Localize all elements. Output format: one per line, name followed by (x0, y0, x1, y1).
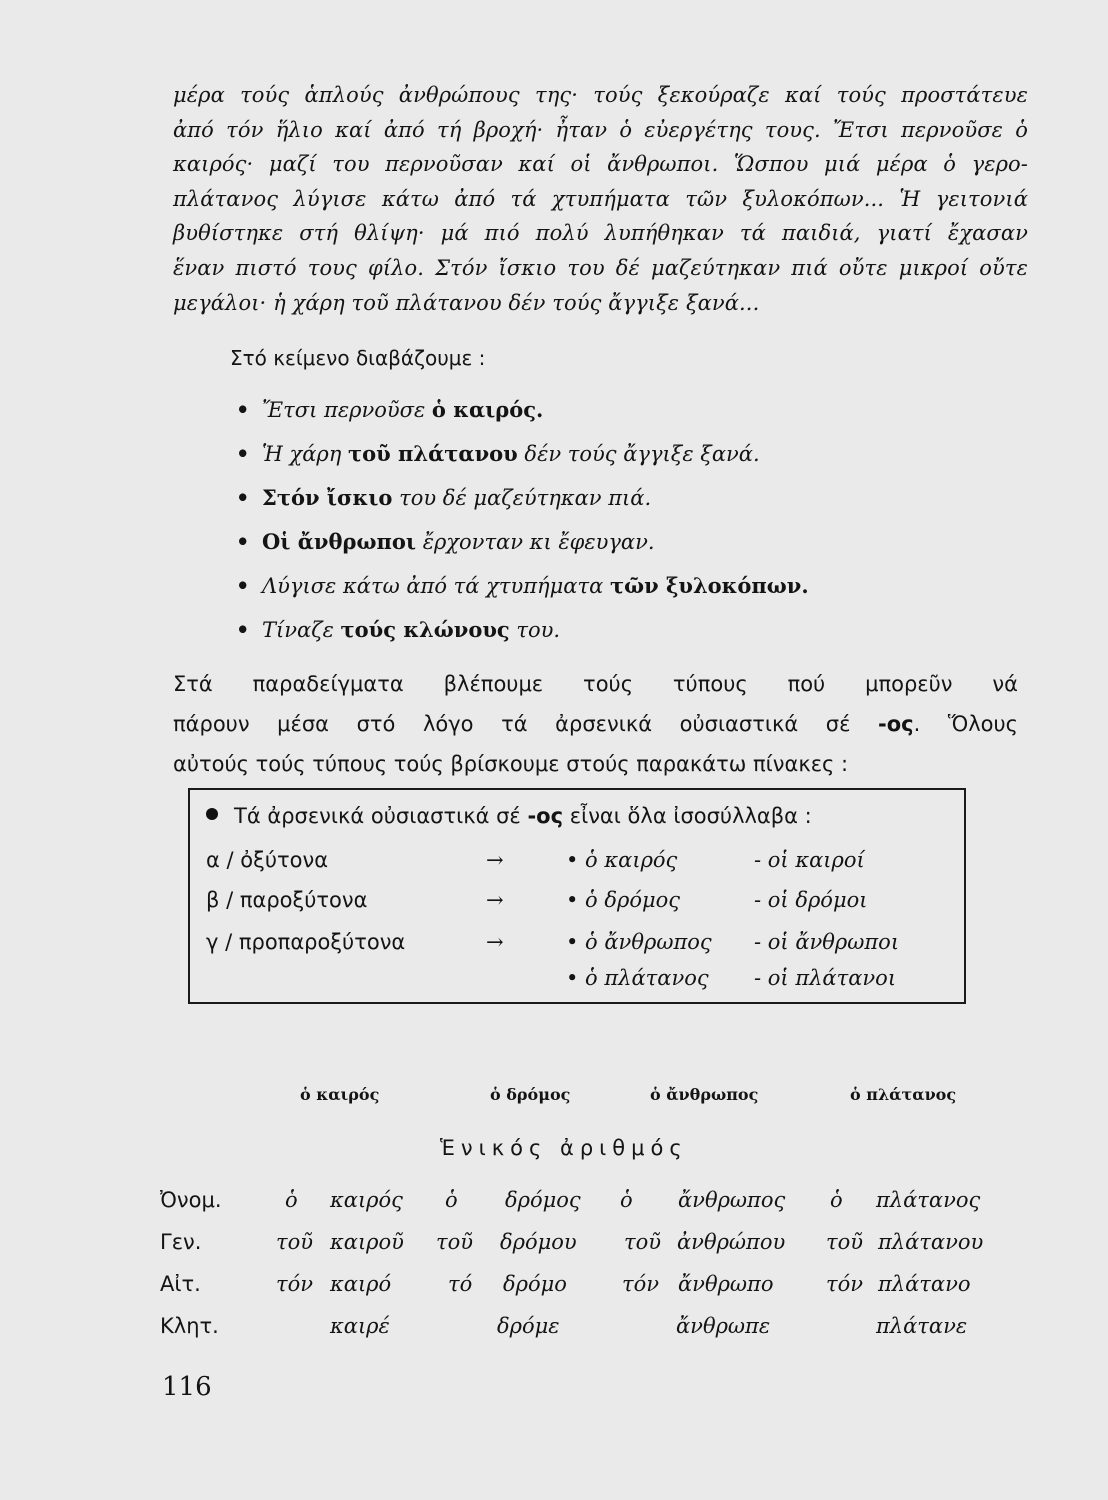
table-row (0, 1188, 1108, 1228)
singular-example: • ὁ καιρός (566, 848, 678, 872)
paragraph-line: βυθίστηκε στή θλίψη· μά πιό πολύ λυπήθηκαν τά παιδιά, γιατί ἔχασαν (173, 221, 1028, 246)
plural-example: - οἱ πλάτανοι (754, 966, 897, 990)
column-heading: ὁ ἄνθρωπος (650, 1085, 759, 1104)
noun-form: καιρό (330, 1272, 392, 1296)
noun-form: πλάτανε (876, 1314, 968, 1338)
article: τόν (276, 1272, 314, 1296)
singular-example: • ὁ πλάτανος (566, 966, 709, 990)
article: ὁ (620, 1188, 633, 1212)
plural-example: - οἱ καιροί (754, 848, 865, 872)
intro-line: Στά παραδείγματα βλέπουμε τούς τύπους πού μπορεῦν νά (173, 672, 1018, 696)
article: τοῦ (436, 1230, 474, 1254)
bullet: • (236, 485, 250, 510)
article: τοῦ (826, 1230, 864, 1254)
singular-example: • ὁ δρόμος (566, 888, 681, 912)
bullet: • (236, 573, 250, 598)
accent-category: γ / προπαροξύτονα (206, 930, 406, 954)
table-row (0, 1314, 1108, 1354)
bullet: • (236, 441, 250, 466)
example-highlight: τοῦ πλάτανου (348, 441, 518, 466)
plural-example: - οἱ ἄνθρωποι (754, 930, 900, 954)
plural-example: - οἱ δρόμοι (754, 888, 868, 912)
example-text: Ἔτσι περνοῦσε (262, 398, 432, 422)
noun-form: πλάτανο (878, 1272, 971, 1296)
case-label: Κλητ. (160, 1314, 219, 1338)
example-highlight: τῶν ξυλοκόπων. (609, 573, 809, 598)
suffix-highlight: -ος (878, 712, 914, 736)
example-highlight: τούς κλώνους (340, 617, 510, 642)
arrow-icon: → (486, 888, 504, 912)
accent-category: β / παροξύτονα (206, 888, 368, 912)
noun-form: ἄνθρωπε (676, 1314, 771, 1338)
noun-form: ἀνθρώπου (677, 1230, 786, 1254)
article: ὁ (830, 1188, 843, 1212)
example-text: του δέ μαζεύτηκαν πιά. (392, 486, 652, 510)
noun-form: δρόμε (497, 1314, 560, 1338)
column-heading: ὁ πλάτανος (850, 1085, 957, 1104)
example-text: ἔρχονταν κι ἔφευγαν. (416, 530, 655, 554)
article: τοῦ (276, 1230, 314, 1254)
example-item (236, 610, 809, 654)
rule-box (188, 788, 966, 1004)
noun-form: ἄνθρωπος (678, 1188, 786, 1212)
noun-form: καιροῦ (330, 1230, 404, 1254)
accent-category: α / ὀξύτονα (206, 848, 329, 872)
bullet-icon (206, 808, 218, 820)
rule-text: εἶναι ὅλα ἰσοσύλλαβα : (563, 804, 812, 828)
rule-heading (206, 804, 812, 828)
noun-form: δρόμο (503, 1272, 567, 1296)
declension-title: Ἑνικός ἀριθμός (440, 1136, 688, 1160)
article: τόν (826, 1272, 864, 1296)
noun-form: πλάτανος (876, 1188, 981, 1212)
intro-line: αὐτούς τούς τύπους τούς βρίσκουμε στούς παρακάτω πίνακες : (173, 752, 849, 776)
column-heading: ὁ καιρός (300, 1085, 380, 1104)
example-highlight: ὁ καιρός. (431, 397, 544, 422)
page-number: 116 (162, 1372, 212, 1402)
narrative-paragraph (173, 78, 1028, 320)
article: τό (448, 1272, 473, 1296)
noun-form: καιρέ (330, 1314, 390, 1338)
arrow-icon: → (486, 848, 504, 872)
examples-intro: Στό κείμενο διαβάζουμε : (230, 346, 486, 370)
article: ὁ (285, 1188, 298, 1212)
paragraph-line: ἀπό τόν ἥλιο καί ἀπό τή βροχή· ἦταν ὁ εὐεργέτης τους. Ἔτσι περνοῦσε ὁ (173, 117, 1028, 142)
example-item (236, 566, 809, 610)
paragraph-line: πλάτανος λύγισε κάτω ἀπό τά χτυπήματα τῶν ξυλοκόπων... Ἡ γειτονιά (173, 186, 1028, 211)
bullet: • (236, 397, 250, 422)
table-row (0, 1272, 1108, 1312)
paragraph-line: καιρός· μαζί του περνοῦσαν καί οἱ ἄνθρωποι. Ὥσπου μιά μέρα ὁ γερο- (173, 152, 1028, 177)
singular-example: • ὁ ἄνθρωπος (566, 930, 712, 954)
example-text: του. (509, 618, 561, 642)
intro-text: πάρουν μέσα στό λόγο τά ἀρσενικά οὐσιαστικά σέ (173, 712, 878, 736)
bullet: • (236, 617, 250, 642)
example-item (236, 390, 809, 434)
example-item (236, 478, 809, 522)
example-item (236, 434, 809, 478)
example-highlight: Οἱ ἄνθρωποι (262, 529, 417, 554)
case-label: Ὀνομ. (160, 1188, 222, 1212)
article: ὁ (445, 1188, 458, 1212)
tables-intro (173, 664, 1018, 784)
noun-form: πλάτανου (878, 1230, 984, 1254)
bullet: • (236, 529, 250, 554)
rule-text: Τά ἀρσενικά οὐσιαστικά σέ (234, 804, 528, 828)
example-text: δέν τούς ἄγγιξε ξανά. (517, 442, 760, 466)
article: τόν (622, 1272, 660, 1296)
paragraph-line: μέρα τούς ἁπλούς ἀνθρώπους της· τούς ξεκούραζε καί τούς προστάτευε (173, 83, 1028, 107)
intro-line (173, 704, 1018, 744)
suffix-highlight: -ος (527, 804, 564, 828)
example-list (236, 390, 809, 654)
intro-text: . Ὅλους (913, 712, 1018, 736)
column-heading: ὁ δρόμος (490, 1085, 571, 1104)
table-row (0, 1230, 1108, 1270)
example-text: Ἡ χάρη (262, 442, 349, 466)
example-text: Λύγισε κάτω ἀπό τά χτυπήματα (262, 574, 610, 598)
case-label: Γεν. (160, 1230, 202, 1254)
noun-form: δρόμος (505, 1188, 581, 1212)
case-label: Αἰτ. (160, 1272, 201, 1296)
paragraph-line: μεγάλοι· ἡ χάρη τοῦ πλάτανου δέν τούς ἄγγιξε ξανά... (173, 290, 760, 315)
arrow-icon: → (486, 930, 504, 954)
noun-form: δρόμου (500, 1230, 577, 1254)
noun-form: καιρός (330, 1188, 403, 1212)
example-text: Τίναζε (262, 618, 341, 642)
example-item (236, 522, 809, 566)
example-highlight: Στόν ἴσκιο (262, 485, 393, 510)
noun-form: ἄνθρωπο (678, 1272, 774, 1296)
article: τοῦ (624, 1230, 662, 1254)
paragraph-line: ἕναν πιστό τους φίλο. Στόν ἴσκιο του δέ μαζεύτηκαν πιά οὔτε μικροί οὔτε (173, 255, 1028, 280)
